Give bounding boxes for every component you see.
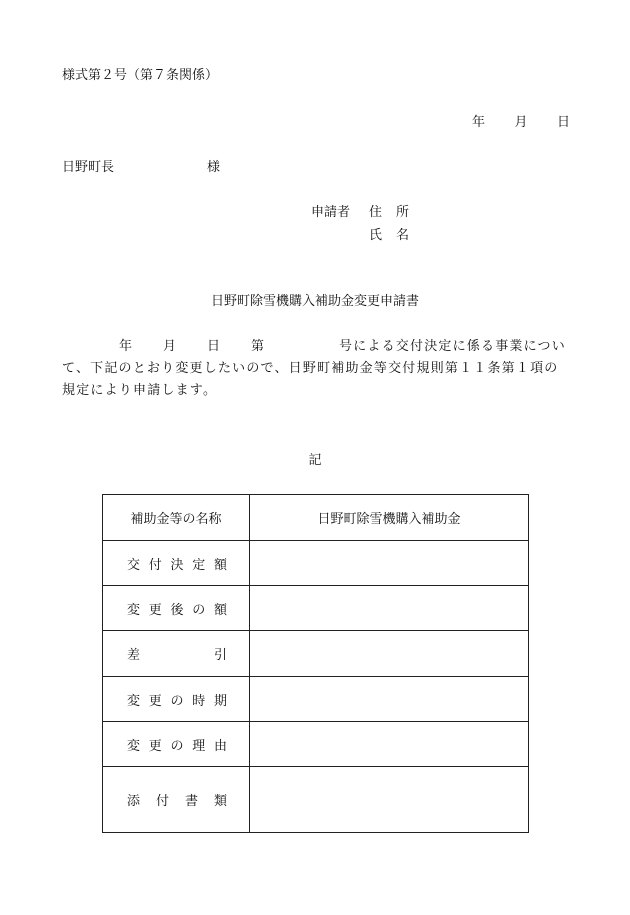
label-char: 額 — [213, 602, 227, 618]
label-char: 更 — [148, 602, 162, 618]
row-label-changed-amount — [103, 586, 250, 631]
body-day: 日 — [207, 339, 222, 354]
address-label-char: 住 — [369, 205, 383, 220]
label-char: 付 — [155, 794, 169, 809]
ki-heading: 記 — [308, 453, 322, 468]
label-char: 変 — [127, 738, 141, 754]
label-char: 時 — [192, 693, 206, 709]
label-char: 更 — [148, 738, 162, 754]
label-char: 由 — [213, 738, 227, 754]
table-row — [103, 495, 529, 541]
table-row — [103, 631, 529, 677]
label-char: 変 — [127, 693, 141, 709]
address-label-char: 所 — [395, 205, 409, 220]
grant-amount-field[interactable] — [250, 541, 529, 586]
subsidy-change-table — [102, 494, 529, 833]
body-number-prefix: 第 — [251, 339, 266, 354]
row-label-change-timing — [103, 677, 250, 722]
table-row — [103, 586, 529, 631]
date-line — [472, 115, 570, 131]
label-char: 期 — [213, 693, 227, 709]
changed-amount-field[interactable] — [250, 586, 529, 631]
applicant-label: 申請者 — [311, 205, 351, 220]
label-char: の — [170, 693, 184, 709]
label-char: 類 — [213, 794, 227, 809]
change-reason-field[interactable] — [250, 722, 529, 767]
body-line-2: て、下記のとおり変更したいので、日野町補助金等交付規則第１１条第１項の — [62, 361, 559, 376]
label-char: 書 — [184, 794, 198, 809]
addressee-honorific: 様 — [207, 160, 221, 175]
row-label-attachments — [103, 767, 250, 833]
form-number: 様式第２号（第７条関係） — [62, 68, 219, 83]
label-char: 付 — [148, 557, 162, 573]
name-label-char: 名 — [395, 228, 409, 243]
change-timing-field[interactable] — [250, 677, 529, 722]
label-char: 決 — [170, 557, 184, 573]
name-label-char: 氏 — [369, 228, 383, 243]
body-text — [62, 336, 572, 402]
body-month: 月 — [163, 339, 178, 354]
label-char: 差 — [127, 648, 141, 663]
label-char: 額 — [213, 557, 227, 573]
label-char: 添 — [127, 794, 141, 809]
table-header-label: 補助金等の名称 — [103, 495, 250, 541]
table-row — [103, 767, 529, 833]
table-row — [103, 677, 529, 722]
label-char: 交 — [127, 557, 141, 573]
label-char: の — [170, 738, 184, 754]
address-label — [369, 205, 409, 221]
addressee-name: 日野町長 — [62, 160, 115, 175]
label-char: 引 — [213, 648, 227, 663]
date-year-label: 年 — [472, 115, 486, 130]
body-text-segment: 号による交付決定に係る事業につい — [339, 339, 566, 354]
body-year: 年 — [119, 339, 134, 354]
label-char: 理 — [192, 738, 206, 754]
table-row — [103, 722, 529, 767]
attachments-field[interactable] — [250, 767, 529, 833]
row-label-grant-amount — [103, 541, 250, 586]
label-char: 変 — [127, 602, 141, 618]
row-label-change-reason — [103, 722, 250, 767]
difference-field[interactable] — [250, 631, 529, 677]
label-char: の — [192, 602, 206, 618]
body-line-3: 規定により申請します。 — [62, 383, 218, 398]
date-day-label: 日 — [556, 115, 570, 130]
table-row — [103, 541, 529, 586]
date-month-label: 月 — [514, 115, 528, 130]
label-char: 更 — [148, 693, 162, 709]
table-header-value: 日野町除雪機購入補助金 — [250, 495, 529, 541]
document-title: 日野町除雪機購入補助金変更申請書 — [210, 294, 419, 309]
body-line-1 — [62, 336, 572, 358]
label-char: 後 — [170, 602, 184, 618]
label-char: 定 — [192, 557, 206, 573]
row-label-difference — [103, 631, 250, 677]
name-label — [369, 228, 409, 244]
